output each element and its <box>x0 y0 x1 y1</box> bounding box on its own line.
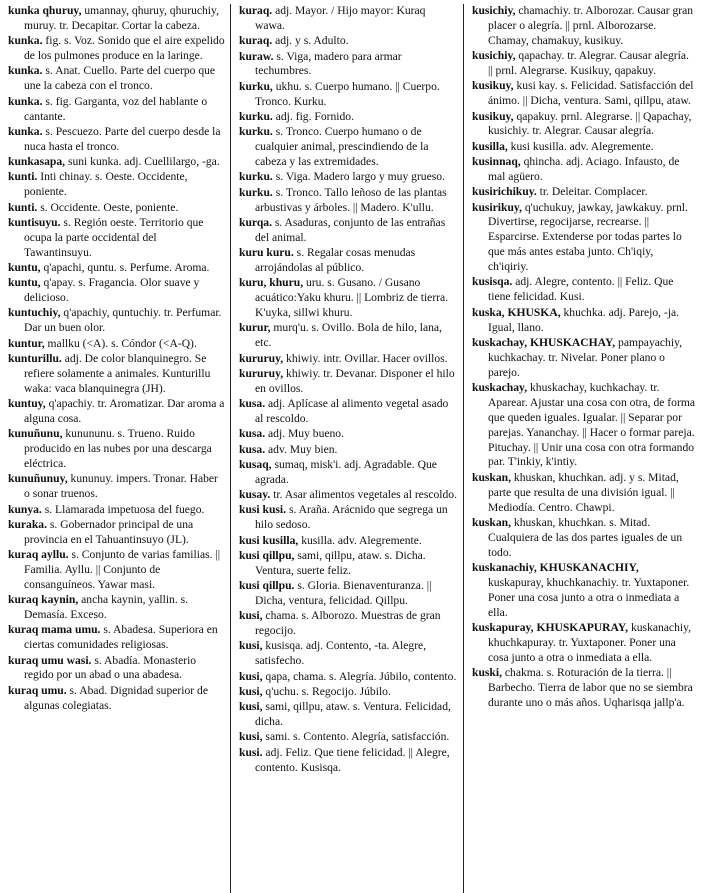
entry-definition: qapachay. tr. Alegrar. Causar alegría. || prnl. Alegrarse. Kusikuy, qapakuy. <box>488 49 689 78</box>
dictionary-entry <box>472 201 695 276</box>
entry-definition: adj. Alegre, contento. || Feliz. Que tiene felicidad. Kusi. <box>488 275 674 304</box>
entry-definition: s. Occidente. Oeste, poniente. <box>37 200 179 214</box>
dictionary-entry <box>239 670 457 685</box>
entry-definition: s. fig. Garganta, voz del hablante o cantante. <box>24 94 208 123</box>
entry-headword: kuraw. <box>239 49 274 63</box>
entry-headword: kuraq. <box>239 34 273 48</box>
entry-definition: fig. s. Voz. Sonido que el aire expelido de los pulmones produce en la laringe. <box>24 34 225 63</box>
dictionary-entry <box>472 516 695 561</box>
entry-headword: kunka. <box>8 124 43 138</box>
entry-headword: kusay. <box>239 488 271 502</box>
entry-definition: uru. s. Gusano. / Gusano acuático:Yaku khuru. || Lombriz de tierra. K'uyka, sillwi khuru. <box>255 276 449 320</box>
entry-definition: kuskanachiy, khuchkapuray. tr. Yuxtaponer. Poner una cosa junto a otra o inmediata a ella. <box>488 621 692 664</box>
entry-headword: kuntuchiy, <box>8 306 61 320</box>
entry-headword: kusi, <box>239 669 263 683</box>
entry-definition: umannay, qhuruy, qhuruchiy, muruy. tr. Decapitar. Cortar la cabeza. <box>24 4 219 32</box>
dictionary-entry <box>239 685 457 700</box>
dictionary-entry <box>472 155 695 185</box>
entry-definition: sami, qillpu, ataw. s. Dicha. Ventura, suerte feliz. <box>255 548 426 577</box>
entry-headword: kusi kusilla, <box>239 533 299 547</box>
entry-definition: s. Conjunto de varias familias. || Familia. Ayllu. || Conjunto de consanguíneos. Yawar masi. <box>24 548 221 591</box>
entry-definition: q'apachiy. tr. Aromatizar. Dar aroma a alguna cosa. <box>24 397 225 425</box>
entry-definition: chamachiy. tr. Alborozar. Causar gran placer o alegría. || prnl. Alborozarse. Chamay, chamakuy, kusikuy. <box>488 4 694 47</box>
dictionary-entry <box>8 337 226 352</box>
dictionary-entry <box>8 684 226 714</box>
dictionary-entry <box>8 201 226 216</box>
entry-headword: kuskapuray, KHUSKAPURAY, <box>472 621 629 635</box>
dictionary-entry <box>472 49 695 79</box>
entry-headword: kuntur, <box>8 336 45 350</box>
dictionary-entry <box>472 140 695 155</box>
entry-headword: kusikuy, <box>472 109 514 123</box>
entry-headword: kurku, <box>239 79 273 93</box>
dictionary-entry <box>8 95 226 125</box>
entry-definition: s. Pescuezo. Parte del cuerpo desde la nuca hasta el tronco. <box>24 124 221 153</box>
dictionary-entry <box>239 125 457 170</box>
entry-definition: adj. Feliz. Que tiene felicidad. || Alegre, contento. Kusisqa. <box>255 745 450 774</box>
dictionary-entry <box>472 306 695 336</box>
dictionary-entry <box>239 246 457 276</box>
dictionary-entry <box>472 471 695 516</box>
entry-definition: s. Región oeste. Territorio que ocupa la parte occidental del Tawantinsuyu. <box>24 215 204 259</box>
dictionary-entry <box>239 488 457 503</box>
dictionary-entry <box>472 381 695 470</box>
dictionary-entry <box>8 155 226 170</box>
entry-headword: kusa. <box>239 397 266 411</box>
entry-headword: kusi qillpu. <box>239 579 295 593</box>
entry-headword: kusilla, <box>472 139 508 153</box>
entry-headword: kurqa. <box>239 215 272 229</box>
dictionary-entry <box>8 427 226 472</box>
entry-definition: adj. y s. Adulto. <box>272 34 349 48</box>
dictionary-entry <box>472 666 695 711</box>
entry-headword: kusirikuy, <box>472 200 522 214</box>
entry-headword: kuru, khuru, <box>239 276 304 290</box>
entry-headword: kuskanachiy, KHUSKANACHIY, <box>472 561 639 574</box>
dictionary-entry <box>239 427 457 442</box>
entry-headword: kunti. <box>8 170 38 184</box>
entry-headword: kuraq. <box>239 4 273 17</box>
entry-headword: kururuy, <box>239 351 284 365</box>
entry-headword: kuraka. <box>8 517 47 531</box>
dictionary-entry <box>239 352 457 367</box>
entry-headword: kuski, <box>472 666 502 680</box>
entry-definition: khuchka. adj. Parejo, -ja. Igual, llano. <box>488 305 680 334</box>
entry-headword: kuraq kaynin, <box>8 593 79 607</box>
entry-headword: kusaq, <box>239 457 272 471</box>
entry-headword: kusichiy, <box>472 4 516 17</box>
entry-definition: q'apachiy, quntuchiy. tr. Perfumar. Dar un buen olor. <box>24 306 222 335</box>
entry-headword: kunya. <box>8 502 42 516</box>
entry-headword: kurur, <box>239 321 271 335</box>
entry-definition: ancha kaynin, yallin. s. Demasía. Exceso. <box>24 593 189 622</box>
entry-definition: s. Viga, madero para armar techumbres. <box>255 49 402 78</box>
entry-headword: kunka qhuruy, <box>8 4 82 17</box>
entry-headword: kusirichikuy. <box>472 185 537 199</box>
dictionary-entry <box>239 443 457 458</box>
dictionary-entry <box>239 321 457 351</box>
column-right <box>463 4 695 893</box>
entry-definition: qapa, chama. s. Alegría. Júbilo, contento. <box>262 669 457 683</box>
entry-headword: kusi, <box>239 639 263 653</box>
dictionary-entry <box>239 534 457 549</box>
entry-definition: s. Regalar cosas menudas arrojándolas al público. <box>255 246 416 274</box>
entry-definition: mallku (<A). s. Cóndor (<A-Q). <box>44 336 197 350</box>
entry-definition: adv. Muy bien. <box>265 442 338 456</box>
entry-definition: s. Gobernador principal de una provincia en el Tahuantinsuyo (JL). <box>24 517 194 546</box>
dictionary-entry <box>239 110 457 125</box>
entry-definition: s. Tronco. Cuerpo humano o de cualquier animal, prescindiendo de la cabeza y las extremidades. <box>255 125 429 169</box>
dictionary-entry <box>239 503 457 533</box>
entry-definition: kusi kusilla. adv. Alegremente. <box>507 139 654 153</box>
entry-definition: adj. Mayor. / Hijo mayor: Kuraq wawa. <box>255 4 426 32</box>
dictionary-entry <box>8 125 226 155</box>
entry-definition: chama. s. Alborozo. Muestras de gran regocijo. <box>255 609 441 638</box>
entry-definition: chakma. s. Roturación de la tierra. || Barbecho. Tierra de labor que no se siembra durante uno o más años. Uqharisqa jallp'a. <box>488 666 693 709</box>
entry-headword: kunka. <box>8 64 43 78</box>
dictionary-entry <box>239 609 457 639</box>
dictionary-entry <box>8 397 226 427</box>
entry-definition: Inti chinay. s. Oeste. Occidente, poniente. <box>24 170 188 199</box>
entry-definition: khuskan, khuchkan. s. Mitad. Cualquiera de las dos partes iguales de un todo. <box>488 515 683 559</box>
dictionary-entry <box>239 186 457 216</box>
entry-headword: kunka. <box>8 94 43 108</box>
entry-headword: kunka. <box>8 34 43 48</box>
entry-definition: ukhu. s. Cuerpo humano. || Cuerpo. Tronco. Kurku. <box>255 79 440 108</box>
dictionary-entry <box>8 503 226 518</box>
dictionary-entry <box>472 110 695 140</box>
dictionary-entry <box>239 80 457 110</box>
dictionary-entry <box>472 621 695 666</box>
entry-definition: q'uchukuy, jawkay, jawkakuy. prnl. Divertirse, regocijarse, recrearse. || Esparcirse. Extenderse por todas partes lo que más antes estaba junto. Ch'iqiy, ch'iqiriy. <box>488 200 688 274</box>
entry-headword: kuru kuru. <box>239 246 294 260</box>
entry-definition: qhincha. adj. Aciago. Infausto, de mal agüero. <box>488 155 680 183</box>
entry-headword: kusi, <box>239 700 263 714</box>
dictionary-entry <box>8 34 226 64</box>
entry-definition: sami. s. Contento. Alegría, satisfacción. <box>262 730 450 744</box>
entry-definition: adj. De color blanquinegro. Se refiere solamente a animales. Kunturillu waka: vaca blanquinegra (JH). <box>24 351 211 395</box>
dictionary-entry <box>8 64 226 94</box>
entry-headword: kunturillu. <box>8 351 62 365</box>
entry-headword: kuraq mama umu. <box>8 623 101 637</box>
entry-headword: kunkasapa, <box>8 155 66 169</box>
entry-definition: kusisqa. adj. Contento, -ta. Alegre, satisfecho. <box>255 639 427 668</box>
dictionary-entry <box>239 170 457 185</box>
dictionary-entry <box>8 352 226 397</box>
entry-definition: s. Viga. Madero largo y muy grueso. <box>272 170 445 184</box>
entry-headword: kunuñunu, <box>8 427 63 441</box>
dictionary-entry <box>8 216 226 261</box>
entry-headword: kusichiy, <box>472 49 516 63</box>
entry-headword: kusi, <box>239 684 263 698</box>
entry-definition: kusilla. adv. Alegremente. <box>298 533 422 547</box>
dictionary-entry <box>8 593 226 623</box>
dictionary-entry <box>8 623 226 653</box>
entry-headword: kunuñunuy, <box>8 472 68 486</box>
entry-headword: kuntu, <box>8 260 41 274</box>
dictionary-entry <box>239 549 457 579</box>
entry-headword: kuskachay, <box>472 380 528 394</box>
entry-definition: kusi kay. s. Felicidad. Satisfacción del ánimo. || Dicha, ventura. Sami, qillpu, ataw. <box>488 79 694 108</box>
dictionary-entry <box>8 654 226 684</box>
entry-headword: kuraq umu. <box>8 683 67 697</box>
entry-headword: kuntuy, <box>8 397 46 411</box>
entry-headword: kurku. <box>239 185 273 199</box>
entry-definition: s. Anat. Cuello. Parte del cuerpo que une la cabeza con el tronco. <box>24 64 216 93</box>
entry-definition: sami, qillpu, ataw. s. Ventura. Felicidad, dicha. <box>255 700 451 729</box>
entry-definition: q'apay. s. Fragancia. Olor suave y delicioso. <box>24 276 200 305</box>
entry-definition: q'apachi, quntu. s. Perfume. Aroma. <box>40 260 210 274</box>
dictionary-entry <box>8 306 226 336</box>
entry-definition: sumaq, misk'i. adj. Agradable. Que agrada. <box>255 457 437 486</box>
entry-headword: kuskan, <box>472 515 511 529</box>
entry-definition: adj. Muy bueno. <box>265 427 345 441</box>
entry-headword: kurku. <box>239 109 273 123</box>
dictionary-entry <box>239 458 457 488</box>
entry-definition: khiwiy. tr. Devanar. Disponer el hilo en ovillos. <box>255 366 455 395</box>
entry-headword: kusa. <box>239 427 266 441</box>
entry-headword: kuska, KHUSKA, <box>472 305 561 319</box>
entry-headword: kurku. <box>239 125 273 139</box>
dictionary-entry <box>8 276 226 306</box>
entry-definition: tr. Asar alimentos vegetales al rescoldo. <box>270 488 457 502</box>
dictionary-entry <box>239 639 457 669</box>
dictionary-entry <box>8 4 226 34</box>
entry-definition: kununuy. impers. Tronar. Haber o sonar truenos. <box>24 472 218 501</box>
entry-headword: kusikuy, <box>472 79 514 93</box>
entry-definition: adj. Aplícase al alimento vegetal asado al rescoldo. <box>255 397 449 425</box>
dictionary-entry <box>239 367 457 397</box>
entry-headword: kusi kusi. <box>239 503 287 517</box>
entry-definition: suni kunka. adj. Cuellilargo, -ga. <box>65 155 220 169</box>
dictionary-entry <box>239 4 457 34</box>
entry-headword: kuskachay, KHUSKACHAY, <box>472 335 616 349</box>
dictionary-entry <box>8 518 226 548</box>
entry-headword: kusi, <box>239 730 263 744</box>
dictionary-entry <box>239 579 457 609</box>
entry-definition: kunununu. s. Trueno. Ruido producido en las nubes por una descarga eléctrica. <box>24 427 212 471</box>
dictionary-entry <box>239 276 457 321</box>
column-left <box>8 4 230 893</box>
entry-definition: murq'u. s. Ovillo. Bola de hilo, lana, etc. <box>255 321 442 350</box>
entry-headword: kusa. <box>239 442 266 456</box>
entry-headword: kuskan, <box>472 470 511 484</box>
entry-definition: tr. Deleitar. Complacer. <box>536 185 648 199</box>
entry-definition: adj. fig. Fornido. <box>272 109 354 123</box>
entry-definition: s. Llamarada impetuosa del fuego. <box>41 502 205 516</box>
entry-definition: s. Tronco. Tallo leñoso de las plantas arbustivas y árboles. || Madero. K'ullu. <box>255 185 447 214</box>
column-middle <box>230 4 463 893</box>
dictionary-entry <box>8 472 226 502</box>
entry-definition: qapakuy. prnl. Alegrarse. || Qapachay, kusichiy. tr. Alegrar. Causar alegría. <box>488 109 692 138</box>
dictionary-entry <box>239 34 457 49</box>
dictionary-entry <box>239 216 457 246</box>
entry-definition: s. Gloria. Bienaventuranza. || Dicha, ventura, felicidad. Qillpu. <box>255 579 432 607</box>
dictionary-entry <box>239 746 457 776</box>
dictionary-entry <box>239 397 457 427</box>
entry-headword: kusisqa. <box>472 275 513 289</box>
entry-headword: kusinnaq, <box>472 155 521 169</box>
entry-headword: kusi, <box>239 609 263 623</box>
dictionary-entry <box>472 4 695 49</box>
entry-headword: kurku. <box>239 170 273 184</box>
dictionary-entry <box>472 185 695 200</box>
entry-definition: kuskapuray, khuchkanachiy. tr. Yuxtaponer. Poner una cosa junto a otra o inmediata a ella. <box>488 575 690 619</box>
entry-headword: kuntisuyu. <box>8 215 61 229</box>
entry-headword: kuraq ayllu. <box>8 548 69 562</box>
dictionary-entry <box>472 79 695 109</box>
entry-definition: s. Asaduras, conjunto de las entrañas del animal. <box>255 215 446 244</box>
dictionary-entry <box>472 275 695 305</box>
dictionary-entry <box>239 700 457 730</box>
entry-headword: kururuy, <box>239 366 284 380</box>
dictionary-entry <box>8 170 226 200</box>
entry-definition: s. Abadesa. Superiora en ciertas comunidades religiosas. <box>24 623 218 652</box>
dictionary-entry <box>239 50 457 80</box>
dictionary-entry <box>8 548 226 593</box>
entry-definition: q'uchu. s. Regocijo. Júbilo. <box>262 684 391 698</box>
entry-definition: pampayachiy, kuchkachay. tr. Nivelar. Poner plano o parejo. <box>488 335 683 379</box>
dictionary-entry <box>472 336 695 381</box>
dictionary-entry <box>239 730 457 745</box>
entry-headword: kuntu, <box>8 276 41 290</box>
dictionary-entry <box>472 561 695 621</box>
entry-headword: kusi. <box>239 745 263 759</box>
entry-headword: kunti. <box>8 200 38 214</box>
entry-definition: khuskan, khuchkan. adj. y s. Mitad, parte que resulta de una división igual. || Mediodía. Centro. Chawpi. <box>488 470 679 514</box>
entry-definition: s. Araña. Arácnido que segrega un hilo sedoso. <box>255 503 448 532</box>
entry-definition: s. Abad. Dignidad superior de algunas colegiatas. <box>24 683 208 712</box>
entry-definition: s. Abadía. Monasterio regido por un abad o una abadesa. <box>24 653 197 682</box>
entry-headword: kuraq umu wasi. <box>8 653 92 667</box>
entry-definition: khuskachay, kuchkachay. tr. Aparear. Ajustar una cosa con otra, de forma que queden iguales. Igualar. || Separar por parejas. Yananchay. || Hacer o formar pareja. Pituchay. || Unir una cosa con otra formando par. T'inkiy, k'intiy. <box>488 380 695 469</box>
entry-headword: kusi qillpu, <box>239 548 295 562</box>
entry-definition: khiwiy. intr. Ovillar. Hacer ovillos. <box>283 351 448 365</box>
dictionary-entry <box>8 261 226 276</box>
